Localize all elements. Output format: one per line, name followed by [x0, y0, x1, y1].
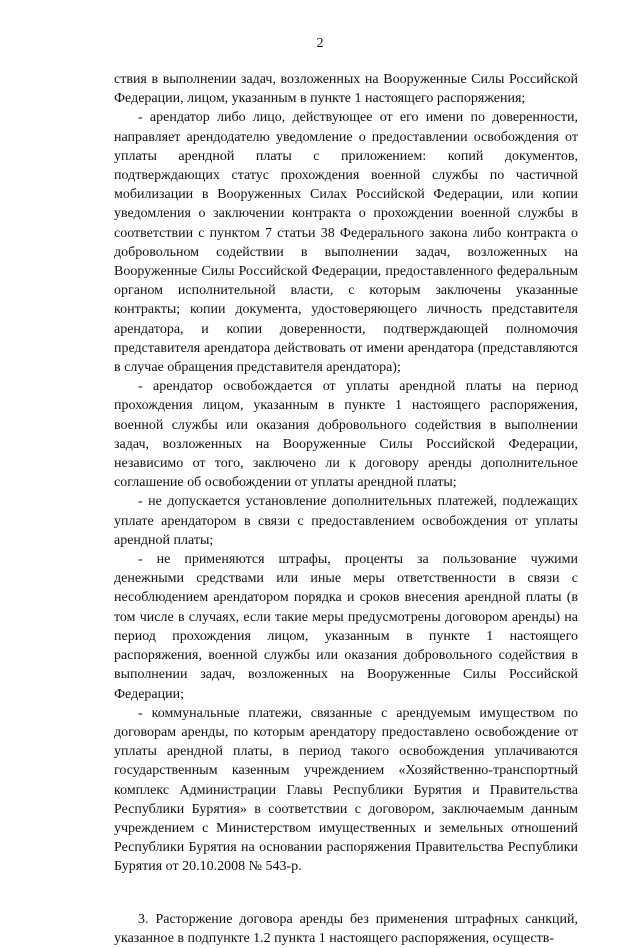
paragraph-utility-payments: - коммунальные платежи, связанные с арендуемым имуществом по договорам аренды, по которым арендатору предоставлено освобождение от уплаты арендной платы, в период такого освобождения уплачиваются государственным казенным учреждением «Хозяйственно-транспортный комплекс Администрации Главы Республики Бурятия и Правительства Республики Бурятия» в соответствии с договором, заключаемым данным учреждением с Министерством имущественных и земельных отношений Республики Бурятия на основании распоряжения Правительства Республики Бурятия от 20.10.2008 № 543-р.	[114, 705, 578, 875]
paragraph-notification: - арендатор либо лицо, действующее от его имени по доверенности, направляет арендодателю уведомление о предоставлении освобождения от уплаты арендной платы с приложением: копий документов, подтверждающих статус прохождения военной службы по частичной мобилизации в Вооруженных Силах Российской Федерации, или копии уведомления о заключении контракта о прохождении военной службы в соответствии с пунктом 7 статьи 38 Федерального закона либо контракта о добровольном содействии в выполнении задач, возложенных на Вооруженные Силы Российской Федерации, предоставленного федеральным органом исполнительной власти, с которым заключены указанные контракты; копии документа, удостоверяющего личность представителя арендатора, и копии доверенности, подтверждающей полномочия представителя арендатора действовать от имени арендатора (представляются в случае обращения представителя арендатора);	[114, 110, 578, 376]
page-number: 2	[316, 36, 324, 51]
paragraph-exemption: - арендатор освобождается от уплаты арендной платы на период прохождения лицом, указанным в пункте 1 настоящего распоряжения, военной службы или оказания добровольного содействия в выполнении задач, возложенных на Вооруженные Силы Российской Федерации, независимо от того, заключено ли к договору аренды дополнительное соглашение об освобождении от уплаты арендной платы;	[114, 379, 578, 491]
document-body	[114, 70, 578, 948]
paragraph-no-extra-payments: - не допускается установление дополнительных платежей, подлежащих уплате арендатором в связи с предоставлением освобождения от уплаты арендной платы;	[114, 494, 578, 548]
paragraph-continuation: ствия в выполнении задач, возложенных на Вооруженные Силы Российской Федерации, лицом, указанным в пункте 1 настоящего распоряжения;	[114, 72, 578, 107]
paragraph-item-3: 3. Расторжение договора аренды без применения штрафных санкций, указанное в подпункте 1.2 пункта 1 настоящего распоряжения, осуществ-	[114, 911, 578, 946]
paragraph-no-penalties: - не применяются штрафы, проценты за пользование чужими денежными средствами или иные меры ответственности в связи с несоблюдением арендатором порядка и сроков внесения арендной платы (в том числе в случаях, если такие меры предусмотрены договором аренды) на период прохождения лицом, указанным в пункте 1 настоящего распоряжения, военной службы или оказания добровольного содействия в выполнении задач, возложенных на Вооруженные Силы Российской Федерации;	[114, 552, 578, 702]
